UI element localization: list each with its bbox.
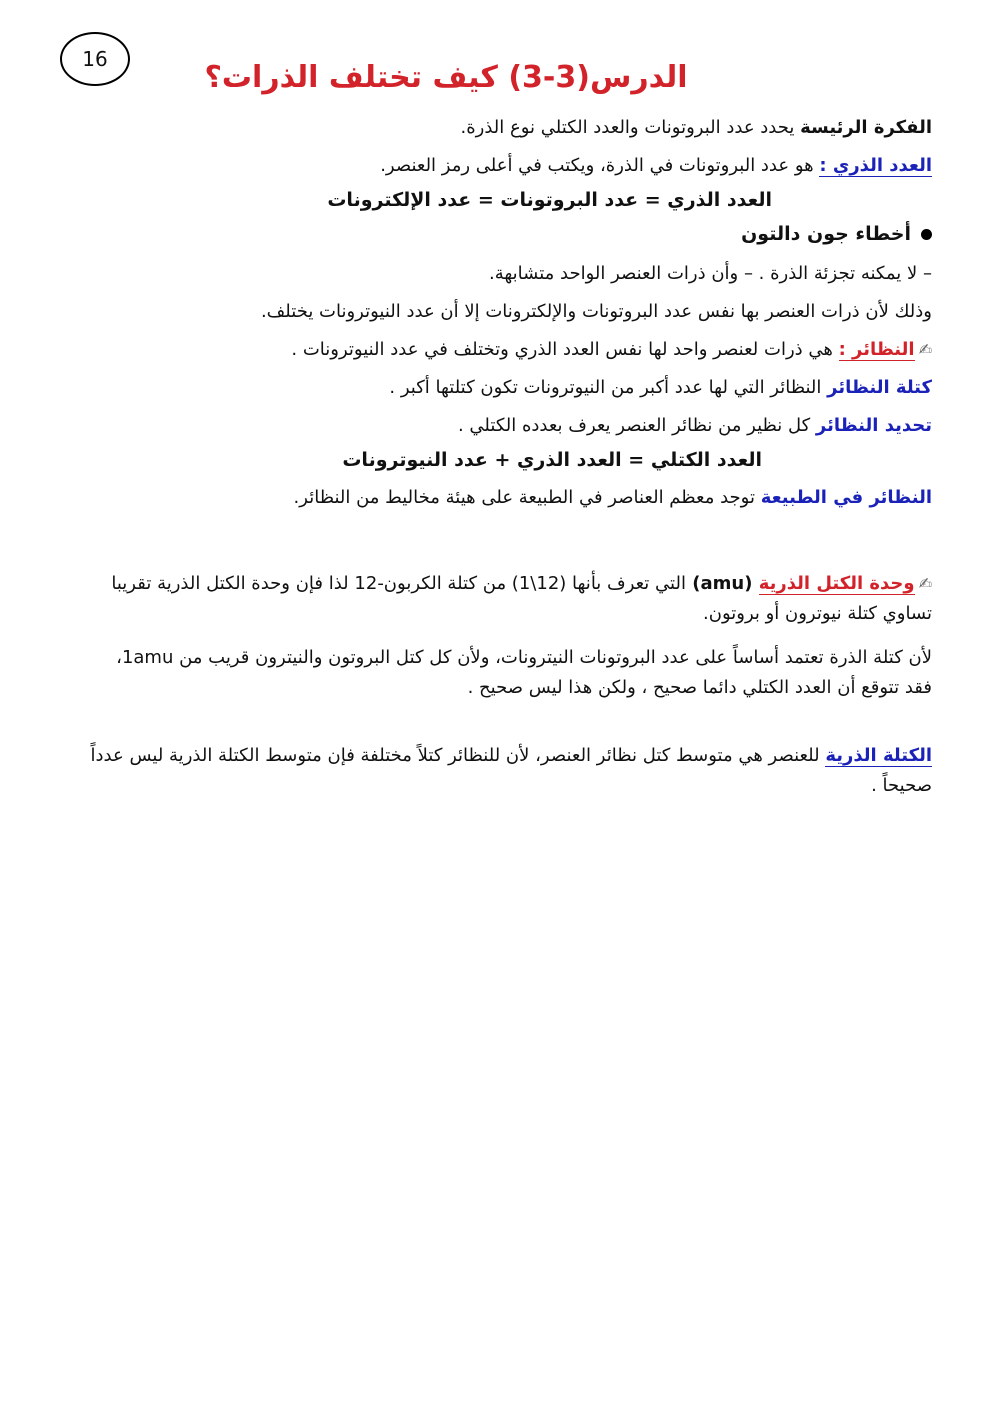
dalton-points: – لا يمكنه تجزئة الذرة . – وأن ذرات العنصر الواحد متشابهة. [488,263,932,284]
atomic-number-definition [90,151,932,181]
spacer [90,629,932,643]
isotopes-definition [90,335,932,365]
amu-abbr: (amu) [685,573,759,594]
lesson-title: الدرس(3-3) كيف تختلف الذرات؟ [204,60,688,95]
writing-hand-icon: ✍ [918,574,932,593]
formula-atomic-number: العدد الذري = عدد البروتونات = عدد الإلكترونات [327,189,772,211]
isotope-id-text: كل نظير من نظائر العنصر يعرف بعدده الكتلي . [457,415,816,436]
atomic-number-text: هو عدد البروتونات في الذرة، ويكتب في أعلى رمز العنصر. [380,155,820,176]
atomic-mass-definition [90,741,932,801]
isotope-mass [90,373,932,403]
atomic-mass-text: للعنصر هي متوسط كتل نظائر العنصر، لأن للنظائر كتلاً مختلفة فإن متوسط الكتلة الذرية ليس عدداً صحيحاً . [90,745,932,796]
isotope-id-label: تحديد النظائر [815,415,932,436]
isotopes-label: النظائر : [838,339,915,360]
isotope-identification [90,411,932,441]
mass-note: لأن كتلة الذرة تعتمد أساساً على عدد البروتونات النيترونات، ولأن كل كتل البروتون والنيترون قريب من 1amu، فقد تتوقع أن العدد الكتلي دائما صحيح ، ولكن هذا ليس صحيح . [116,647,932,698]
main-idea-label: الفكرة الرئيسة [800,117,932,138]
writing-hand-icon: ✍ [918,340,932,359]
dalton-heading-text: أخطاء جون دالتون [741,223,911,245]
isotope-mass-text: النظائر التي لها عدد أكبر من النيوترونات تكون كتلتها أكبر . [389,377,828,398]
isotopes-nature-label: النظائر في الطبيعة [760,487,932,508]
formula-mass-number: العدد الكتلي = العدد الذري + عدد النيوترونات [342,449,762,471]
spacer [90,521,932,569]
main-idea [90,113,932,143]
amu-label: وحدة الكتل الذرية [758,573,915,594]
atomic-number-label: العدد الذري : [819,155,932,176]
bullet-icon [921,229,932,240]
page-number: 16 [60,32,130,86]
lesson-content [90,60,932,801]
isotopes-text: هي ذرات لعنصر واحد لها نفس العدد الذري وتختلف في عدد النيوترونات . [291,339,839,360]
atomic-mass-label: الكتلة الذرية [825,745,932,766]
amu-definition [90,569,932,629]
isotope-mass-label: كتلة النظائر [827,377,932,398]
amu-text: التي تعرف بأنها (12\1) من كتلة الكربون-12 لذا فإن وحدة الكتل الذرية تقريبا تساوي كتلة نيوترون أو بروتون. [111,573,932,624]
dalton-heading [90,223,932,245]
isotopes-nature-text: توجد معظم العناصر في الطبيعة على هيئة مخاليط من النظائر. [293,487,761,508]
main-idea-text: يحدد عدد البروتونات والعدد الكتلي نوع الذرة. [460,117,801,138]
spacer [90,703,932,741]
dalton-explanation: وذلك لأن ذرات العنصر بها نفس عدد البروتونات والإلكترونات إلا أن عدد النيوترونات يختلف. [260,301,932,322]
isotopes-in-nature [90,483,932,513]
